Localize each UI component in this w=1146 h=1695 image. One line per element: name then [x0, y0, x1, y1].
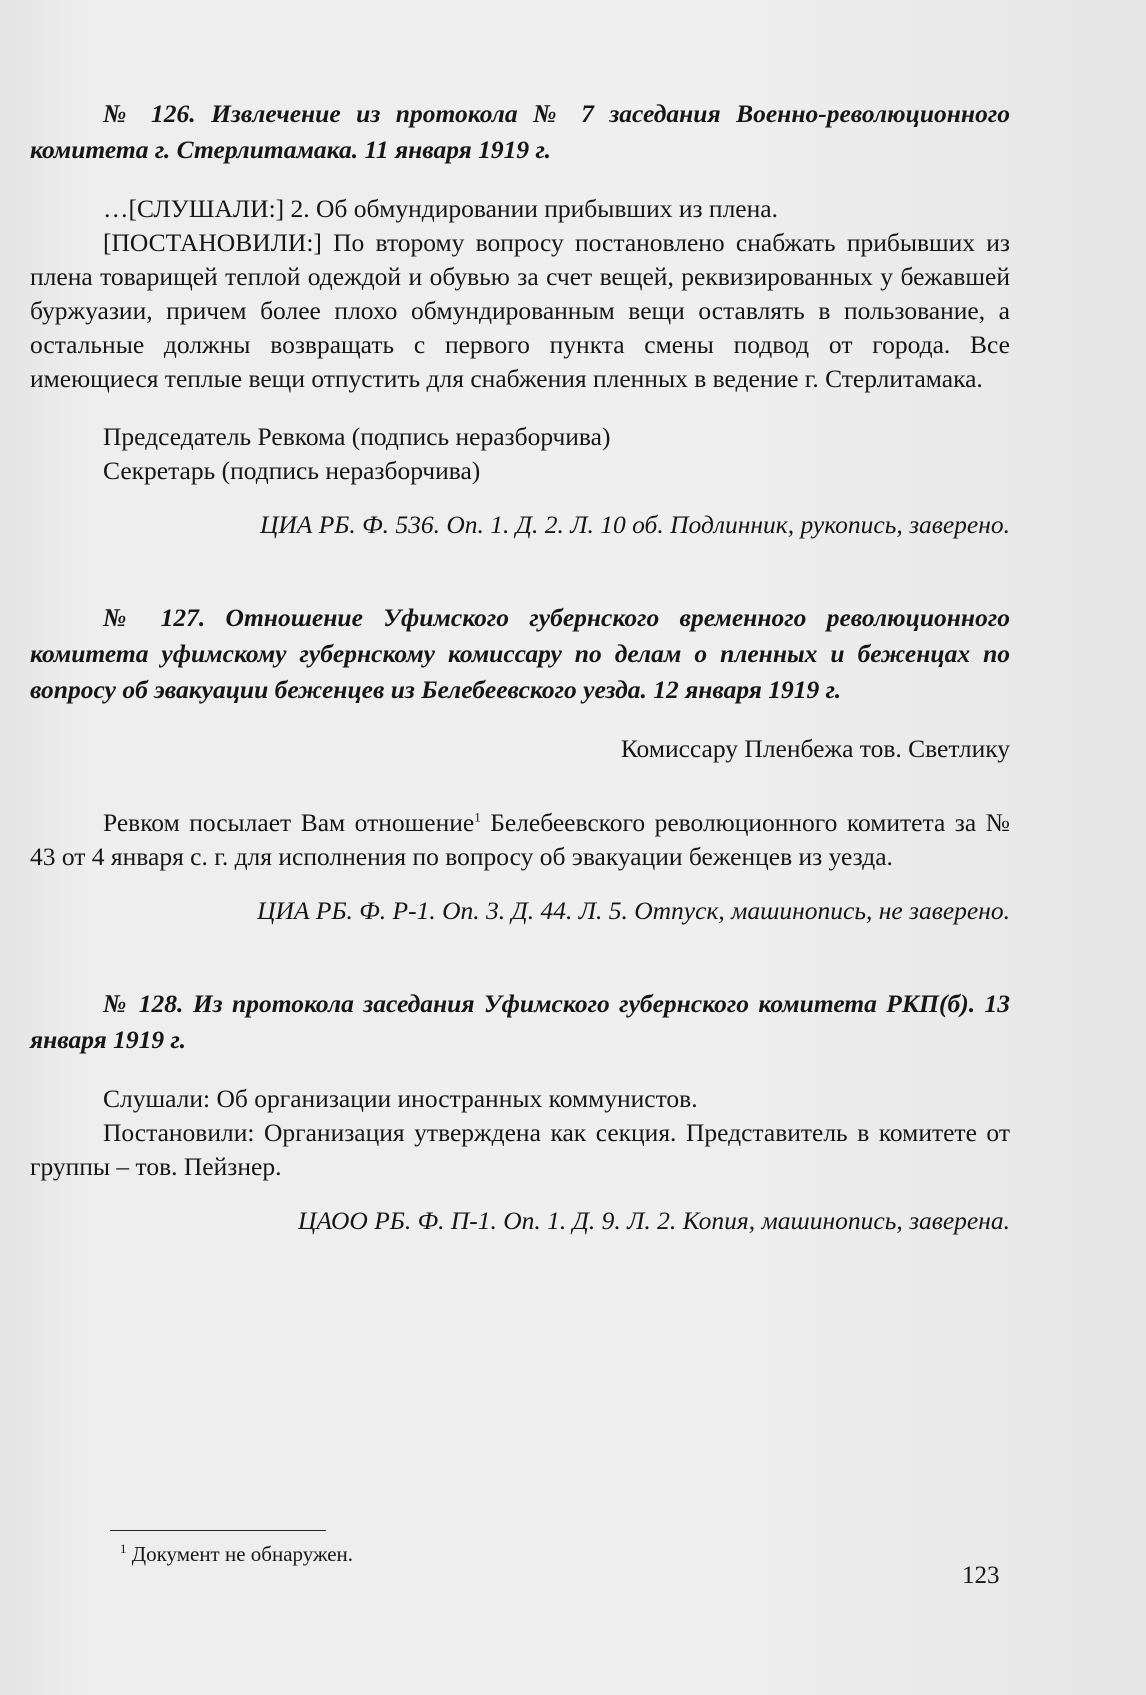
document-127-body-end: Белебеевского революционного комитета за № 43 от 4 января с. г. для исполнения по вопросу об эвакуации беженцев из уезда. — [30, 808, 1010, 871]
page-content — [30, 96, 1010, 1238]
footnote-mark: 1 — [120, 1541, 127, 1556]
document-127-source: ЦИА РБ. Ф. Р-1. Оп. 3. Д. 44. Л. 5. Отпуск, машинопись, не заверено. — [257, 896, 1010, 925]
page-number: 123 — [962, 1562, 1000, 1589]
footnote-reference: 1 — [474, 809, 481, 825]
footnote — [120, 1542, 353, 1567]
document-127-addressee: Комиссару Пленбежа тов. Светлику — [620, 734, 1010, 763]
document-127 — [30, 600, 1010, 928]
document-126-secretary-signature: Секретарь (подпись неразборчива) — [103, 456, 481, 485]
document-126-resolved: [ПОСТАНОВИЛИ:] По второму вопросу постановлено снабжать прибывших из плена товарищей теплой одеждой и обувью за счет вещей, реквизированных у бежавшей буржуазии, причем более плохо обмундированным вещи оставлять в пользование, а остальные должны возвращать с первого пункта смены подвод от города. Все имеющиеся теплые вещи отпустить для снабжения пленных в ведение г. Стерлитамака. — [30, 228, 1010, 393]
footnote-text: Документ не обнаружен. — [126, 1542, 354, 1566]
document-127-heading: № 127. Отношение Уфимского губернского временного революционного комитета уфимскому губернскому комиссару по делам о пленных и беженцах по вопросу об эвакуации беженцев из Белебеевского уезда. 12 января 1919 г. — [30, 603, 1010, 704]
document-128-source: ЦАОО РБ. Ф. П-1. Оп. 1. Д. 9. Л. 2. Копия, машинопись, заверена. — [297, 1206, 1010, 1235]
document-126-heard: …[СЛУШАЛИ:] 2. Об обмундировании прибывших из плена. — [103, 194, 778, 223]
document-128 — [30, 986, 1010, 1238]
document-127-body — [30, 806, 1010, 874]
document-126 — [30, 96, 1010, 542]
document-126-chairman-signature: Председатель Ревкома (подпись неразборчива) — [103, 422, 611, 451]
document-128-heard: Слушали: Об организации иностранных коммунистов. — [103, 1084, 698, 1113]
document-127-body-start: Ревком посылает Вам отношение — [103, 808, 475, 837]
document-128-resolved: Постановили: Организация утверждена как секция. Представитель в комитете от группы – тов. Пейзнер. — [30, 1118, 1010, 1181]
footnote-divider — [110, 1530, 326, 1531]
document-126-heading: № 126. Извлечение из протокола № 7 заседания Военно-революционного комитета г. Стерлитамака. 11 января 1919 г. — [30, 99, 1010, 164]
document-126-source: ЦИА РБ. Ф. 536. Оп. 1. Д. 2. Л. 10 об. Подлинник, рукопись, заверено. — [259, 510, 1010, 539]
document-128-heading: № 128. Из протокола заседания Уфимского губернского комитета РКП(б). 13 января 1919 г. — [30, 989, 1010, 1054]
